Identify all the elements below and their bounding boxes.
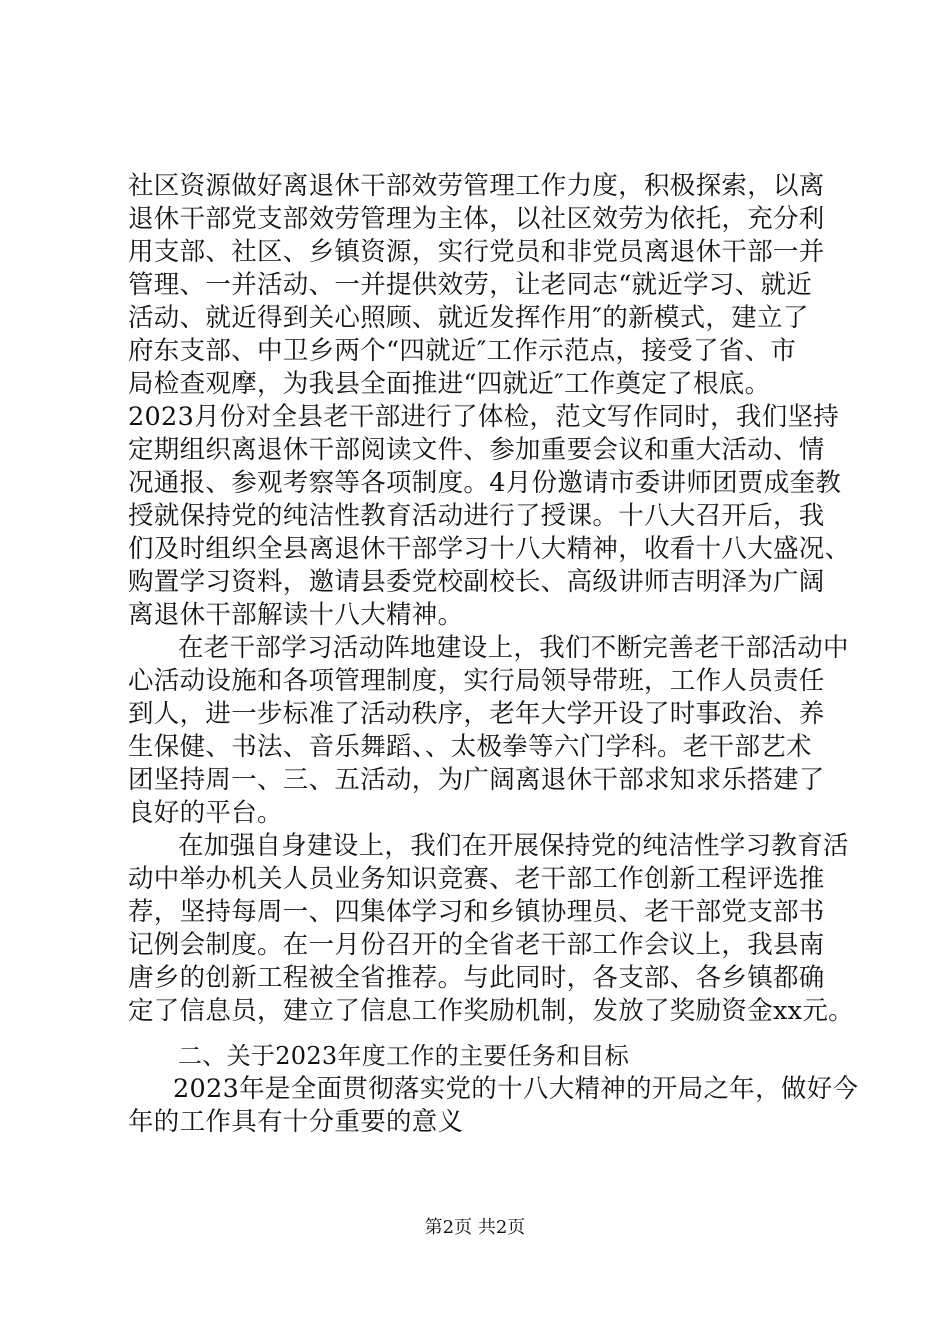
text-line: 到人，进一步标准了活动秩序，老年大学开设了时事政治、养	[128, 699, 825, 729]
paragraph-first-line: 在加强自身建设上，我们在开展保持党的纯洁性学习教育活	[178, 831, 849, 861]
text-line: 团坚持周一、三、五活动，为广阔离退休干部求知求乐搭建了	[128, 765, 825, 795]
text-line: 府东支部、中卫乡两个“四就近″工作示范点，接受了省、市	[128, 336, 797, 366]
text-line: 局检查观摩，为我县全面推进“四就近″工作奠定了根底。	[128, 369, 771, 399]
text-line: 定了信息员，建立了信息工作奖励机制，发放了奖励资金xx元。	[128, 996, 854, 1026]
text-line: 动中举办机关人员业务知识竞赛、老干部工作创新工程评选推	[128, 864, 825, 894]
text-line: 用支部、社区、乡镇资源，实行党员和非党员离退休干部一并	[128, 237, 825, 267]
paragraph-first-line: 2023年是全面贯彻落实党的十八大精神的开局之年，做好今	[173, 1074, 859, 1104]
section-gap	[128, 1028, 828, 1040]
text-line: 记例会制度。在一月份召开的全省老干部工作会议上，我县南	[128, 930, 825, 960]
document-body	[128, 170, 859, 1139]
text-line: 授就保持党的纯洁性教育活动进行了授课。十八大召开后，我	[128, 501, 825, 531]
page-number-label: 第2页 共2页	[424, 1217, 526, 1238]
text-line: 2023月份对全县老干部进行了体检，范文写作同时，我们坚持	[128, 402, 840, 432]
text-line: 活动、就近得到关心照顾、就近发挥作用″的新模式，建立了	[128, 303, 809, 333]
page-footer	[0, 1216, 950, 1240]
text-line: 购置学习资料，邀请县委党校副校长、高级讲师吉明泽为广阔	[128, 567, 825, 597]
text-line: 离退休干部解读十八大精神。	[128, 600, 464, 630]
text-line: 心活动设施和各项管理制度，实行局领导带班，工作人员责任	[128, 666, 825, 696]
text-line: 年的工作具有十分重要的意义	[128, 1107, 464, 1137]
text-line: 定期组织离退休干部阅读文件、参加重要会议和重大活动、情	[128, 435, 825, 465]
text-line: 社区资源做好离退休干部效劳管理工作力度，积极探索，以离	[128, 171, 825, 201]
text-line: 唐乡的创新工程被全省推荐。与此同时，各支部、各乡镇都确	[128, 963, 825, 993]
text-line: 良好的平台。	[128, 798, 283, 828]
text-line: 退休干部党支部效劳管理为主体，以社区效劳为依托，充分利	[128, 204, 825, 234]
text-line: 荐，坚持每周一、四集体学习和乡镇协理员、老干部党支部书	[128, 897, 825, 927]
text-line: 管理、一并活动、一并提供效劳，让老同志“就近学习、就近	[128, 270, 813, 300]
paragraph-first-line: 在老干部学习活动阵地建设上，我们不断完善老干部活动中	[178, 633, 849, 663]
text-line: 况通报、参观考察等各项制度。4月份邀请市委讲师团贾成奎教	[128, 468, 842, 498]
section-heading: 二、关于2023年度工作的主要任务和目标	[178, 1042, 630, 1070]
text-line: 们及时组织全县离退休干部学习十八大精神，收看十八大盛况、	[128, 534, 851, 564]
text-line: 生保健、书法、音乐舞蹈、、太极拳等六门学科。老干部艺术	[128, 732, 812, 762]
